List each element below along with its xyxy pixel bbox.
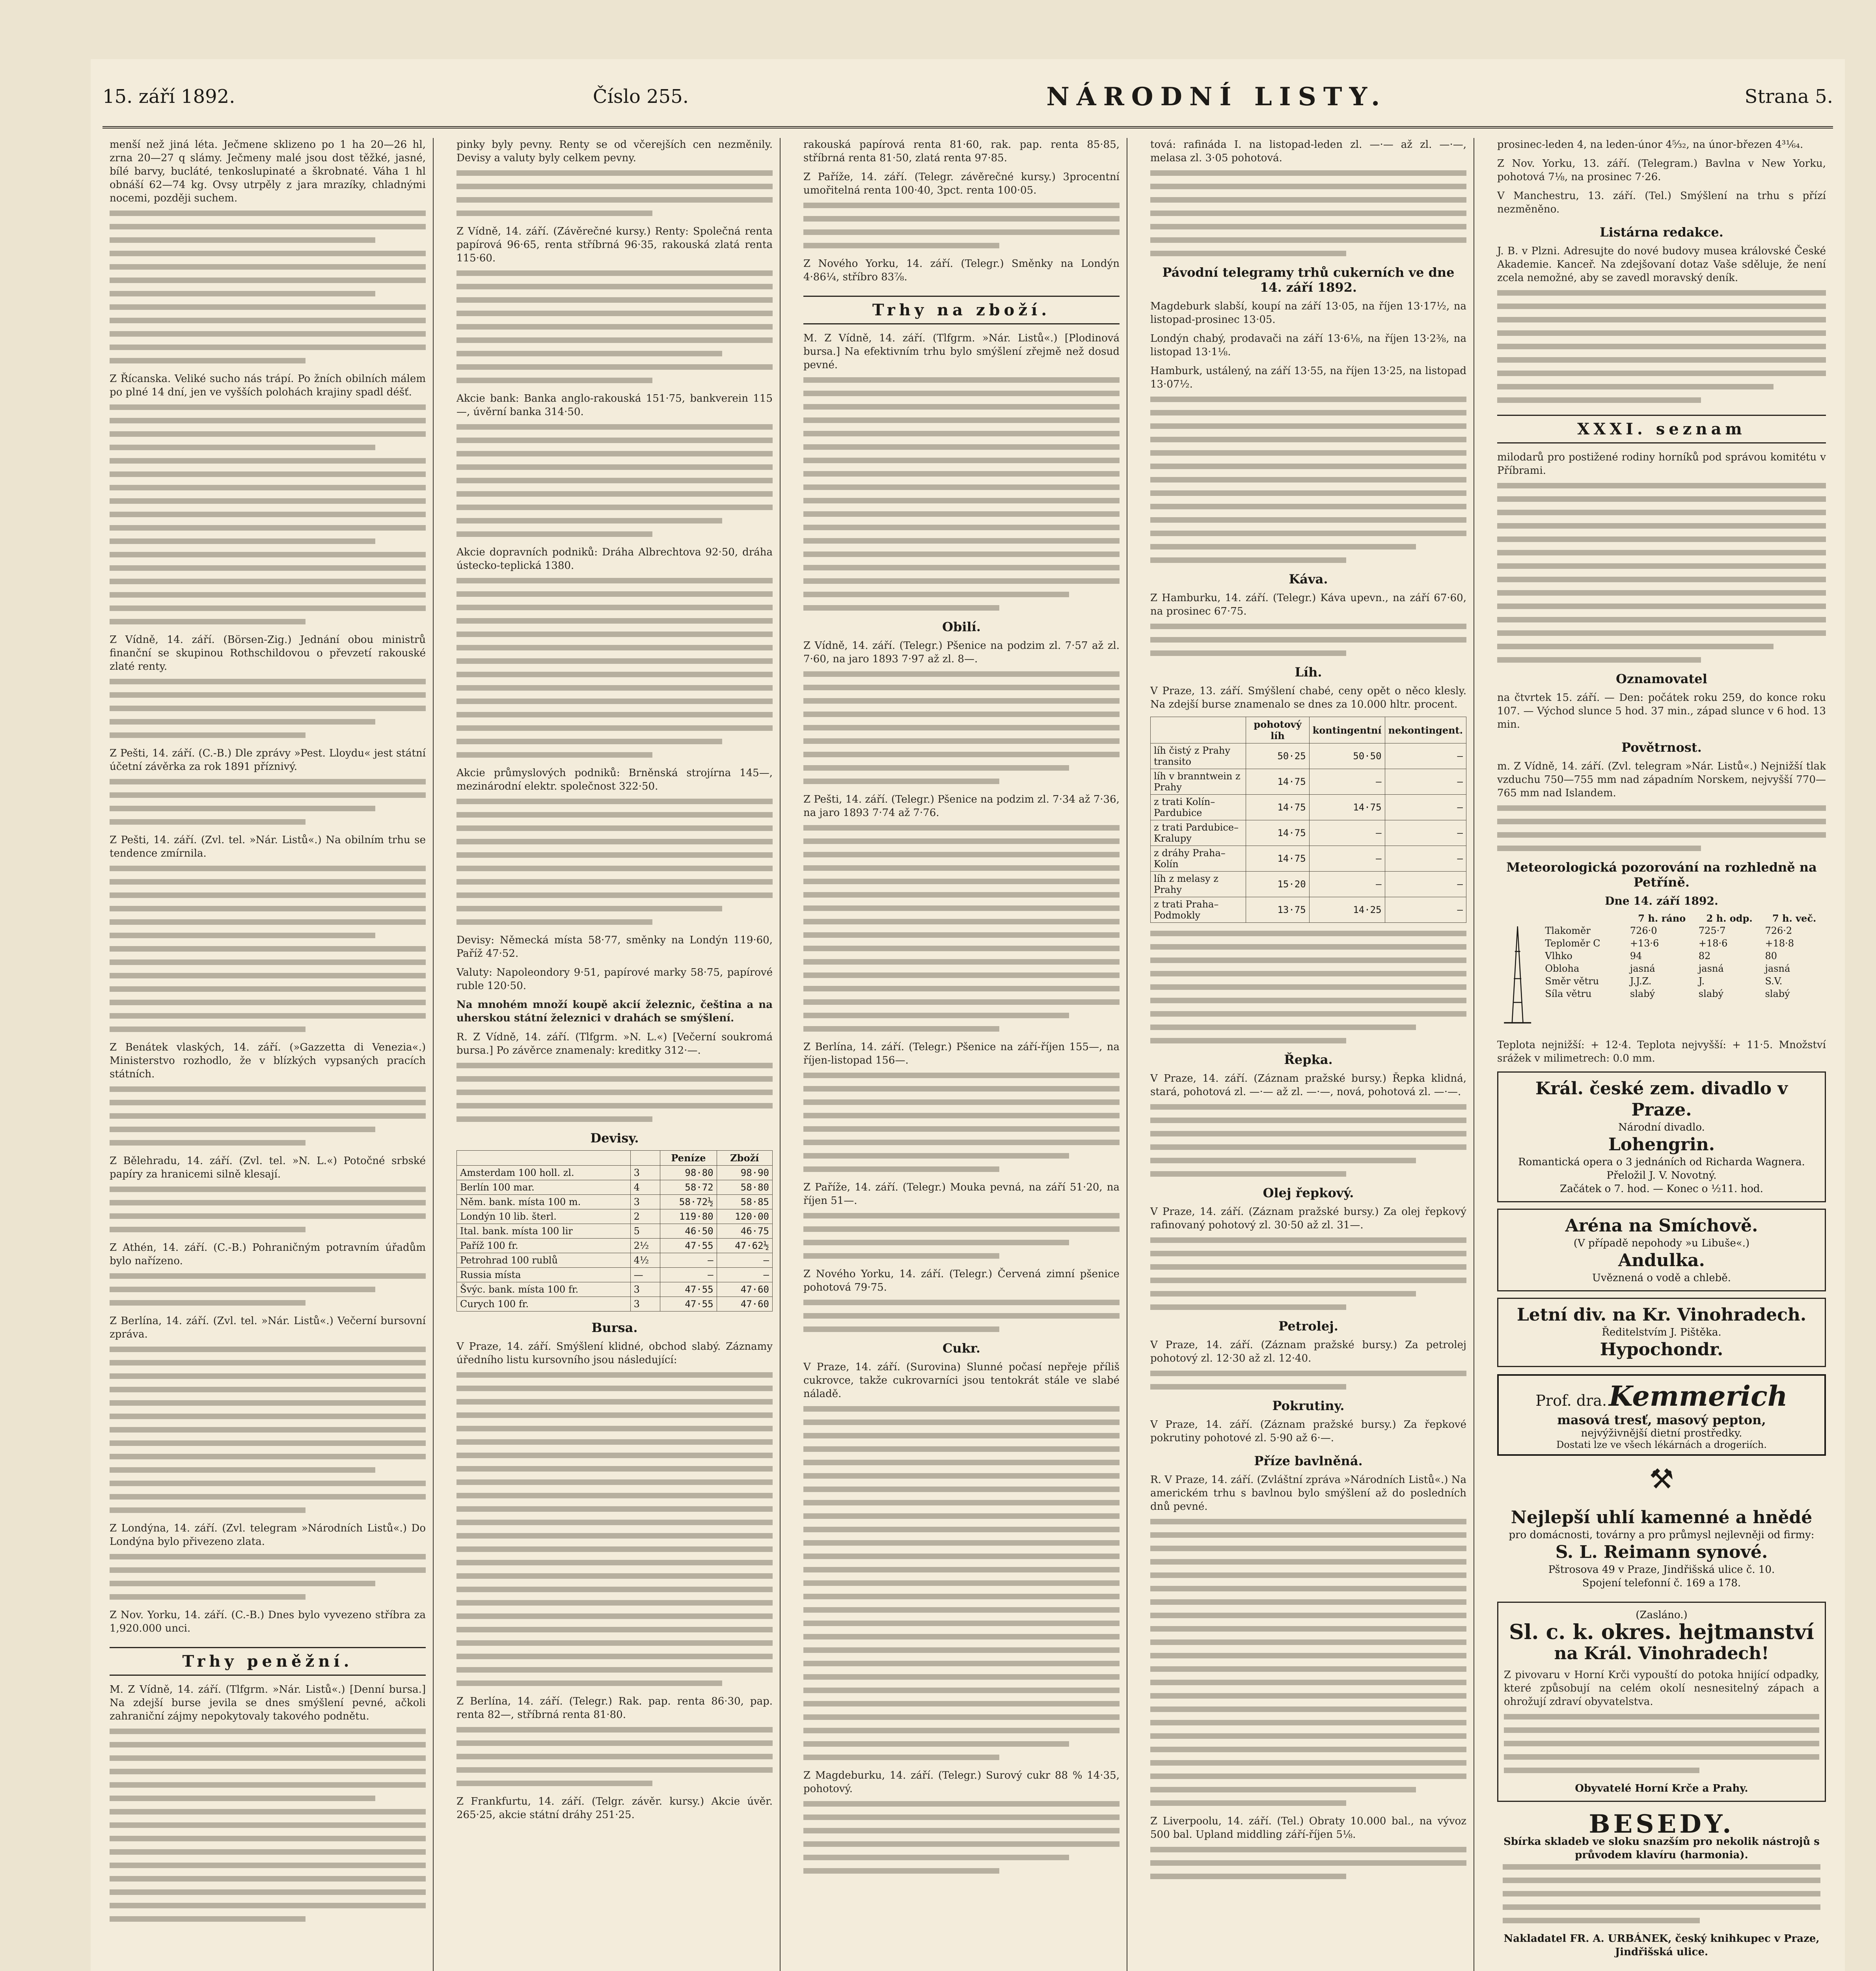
lih-cell: 15·20: [1246, 872, 1309, 897]
devisy-cell: 4: [630, 1180, 660, 1195]
devisy-row: [457, 1239, 773, 1253]
meteo-cell: jasná: [1698, 963, 1724, 974]
devisy-cell: 2: [630, 1209, 660, 1224]
meteo-row: [1543, 987, 1826, 1000]
article-athens: Z Athén, 14. září. (C.-B.) Pohraničným potravním úřadům bylo nařízeno.: [110, 1242, 426, 1267]
devisy-cell: —: [660, 1253, 717, 1268]
meteo-cell: +13·6: [1630, 938, 1659, 949]
devisy-cell: —: [630, 1268, 660, 1282]
letni-title: Letní div. na Kr. Vinohradech.: [1516, 1305, 1807, 1325]
article-wien-bursa: M. Z Vídně, 14. září. (Tlfgrm. »Nár. Listů«.) [Denní bursa.] Na zdejší burse jevila se dnes smýšlení pevné, ačkoli zahraniční zájmy nepokytovaly takového podnětu.: [110, 1684, 426, 1722]
petrolej-article: V Praze, 14. září. (Záznam pražské bursy.) Za petrolej pohotový zl. 12·30 až zl. 12·40.: [1150, 1339, 1466, 1364]
devisy-cell: 47·55: [660, 1297, 717, 1312]
devisy-cell: 46·50: [660, 1224, 717, 1239]
article-pest-2: Z Pešti, 14. září. (Zvl. tel. »Nár. Listů«.) Na obilním trhu se tendence zmírnila.: [110, 834, 426, 859]
lih-cell: 14·75: [1309, 795, 1385, 820]
theater-time: Začátek o 7. hod. — Konec o ½11. hod.: [1560, 1183, 1763, 1195]
article-devisy-text: Devisy: Německá místa 58·77, směnky na Londýn 119·60, Paříž 47·52.: [456, 934, 773, 959]
lih-row: [1151, 846, 1466, 872]
lih-header-0: [1151, 717, 1246, 743]
lih-cell: 14·75: [1246, 846, 1309, 872]
obili-newyork: Z Nového Yorku, 14. září. (Telegr.) Červená zimní pšenice pohotová 79·75.: [803, 1268, 1120, 1293]
article-ricansko: Z Řícanska. Veliké sucho nás trápí. Po žních obilních málem po plné 14 dní, jen ve vyšších polohách krajiny spadl déšť.: [110, 373, 426, 398]
article-col3-intro: rakouská papírová renta 81·60, rak. pap. renta 85·85, stříbrná renta 81·50, zlatá renta 97·85.: [803, 139, 1120, 164]
meteo-cell: slabý: [1765, 988, 1790, 999]
article-col5-intro: prosinec-leden 4, na leden-únor 4⁵⁄₃₂, na únor-březen 4³¹⁄₆₄.: [1497, 139, 1803, 151]
lih-cell: z dráhy Praha–Kolín: [1151, 846, 1246, 872]
lih-table: [1150, 717, 1466, 923]
arena-subtitle: (V případě nepohody »u Libuše«.): [1573, 1237, 1750, 1249]
lih-cell: —: [1385, 743, 1466, 769]
meteo-cell: 725·7: [1698, 925, 1726, 936]
repka-heading: Řepka.: [1284, 1052, 1333, 1067]
obili-paris: Z Paříže, 14. září. (Telegr.) Mouka pevná, na září 51·20, na říjen 51—.: [803, 1181, 1120, 1207]
meteo-cell: Vlhko: [1545, 950, 1572, 961]
lih-cell: —: [1385, 846, 1466, 872]
coal-subtitle: pro domácnosti, továrny a pro průmysl nejlevněji od firmy:: [1509, 1529, 1815, 1541]
povetrnost-article: m. Z Vídně, 14. září. (Zvl. telegram »Nár. Listů«.) Nejnižší tlak vzduchu 750—755 mm nad západním Norskem, nejvyšší 770—765 mm nad Islandem.: [1497, 760, 1826, 799]
column-3: [796, 138, 1127, 1971]
lih-cell: 14·75: [1246, 820, 1309, 846]
devisy-row: [457, 1166, 773, 1180]
meteo-block: [1497, 912, 1826, 1038]
meteo-row: [1543, 962, 1826, 975]
lih-cell: z trati Pardubice–Kralupy: [1151, 820, 1246, 846]
devisy-cell: 47·62½: [717, 1239, 772, 1253]
lih-row: [1151, 897, 1466, 923]
lih-cell: —: [1309, 769, 1385, 795]
devisy-header-2: Peníze: [660, 1151, 717, 1166]
liverpool-article: Z Liverpoolu, 14. září. (Tel.) Obraty 10.000 bal., na vývoz 500 bal. Upland middling září-říjen 5⅛.: [1150, 1815, 1466, 1841]
meteo-cell: Obloha: [1545, 963, 1580, 974]
theater-play: Lohengrin.: [1608, 1135, 1715, 1155]
article-berlin-prices: Z Berlína, 14. září. (Telegr.) Rak. pap. renta 86·30, pap. renta 82—, stříbrná renta 81·80.: [456, 1695, 773, 1721]
article-newyork: Z Nov. Yorku, 14. září. (C.-B.) Dnes bylo vyvezeno stříbra za 1,920.000 unci.: [110, 1609, 426, 1634]
devisy-row: [457, 1180, 773, 1195]
meteo-row: [1543, 937, 1826, 950]
meteo-cell: 94: [1630, 950, 1642, 961]
meteo-cell: +18·6: [1698, 938, 1728, 949]
newspaper-page: [91, 59, 1845, 1971]
lih-article: V Praze, 13. září. Smýšlení chabé, ceny opět o něco klesly. Na zdejší burse znamenalo se dnes za 10.000 hltr. procent.: [1150, 685, 1466, 710]
hejtmanstvi-title: Sl. c. k. okres. hejtmanství: [1509, 1620, 1814, 1644]
devisy-cell: 58·72½: [660, 1195, 717, 1209]
lih-cell: z trati Praha–Podmokly: [1151, 897, 1246, 923]
listarna-article: J. B. v Plzni. Adresujte do nové budovy musea královské České Akademie. Kanceř. Na zdejšovaní dotaz Vaše sděluje, že není zcela nemožné, aby se zavedl moravský deník.: [1497, 245, 1826, 284]
devisy-cell: 47·60: [717, 1282, 772, 1297]
cukr-magdeburg: Z Magdeburku, 14. září. (Telegr.) Surový cukr 88 % 14·35, pohotový.: [803, 1770, 1120, 1795]
meteo-row: [1543, 975, 1826, 987]
lih-cell: —: [1309, 872, 1385, 897]
lih-cell: z trati Kolín–Pardubice: [1151, 795, 1246, 820]
article-col2-intro: pinky byly pevny. Renty se od včerejších cen nezměnily. Devisy a valuty byly celkem pevny.: [456, 139, 773, 164]
devisy-cell: 3: [630, 1297, 660, 1312]
arena-play: Andulka.: [1618, 1250, 1705, 1271]
article-belehrad: Z Bělehradu, 14. září. (Zvl. tel. »N. L.«) Potočné srbské papíry za hranicemi silně klesají.: [110, 1155, 426, 1180]
devisy-row: [457, 1253, 773, 1268]
lih-cell: líh čistý z Prahy transito: [1151, 743, 1246, 769]
devisy-cell: 47·55: [660, 1282, 717, 1297]
meteo-cell: 82: [1698, 950, 1711, 961]
kemmerich-prefix: Prof. dra.: [1535, 1392, 1607, 1409]
obili-wien: Z Vídně, 14. září. (Telegr.) Pšenice na podzim zl. 7·57 až zl. 7·60, na jaro 1893 7·97 až zl. 8—.: [803, 640, 1120, 665]
lih-cell: —: [1385, 769, 1466, 795]
devisy-cell: —: [717, 1268, 772, 1282]
article-benatky: Z Benátek vlaských, 14. září. (»Gazzetta di Venezia«.) Ministerstvo rozhodlo, že v blízkých vypsaných pracích státních.: [110, 1041, 426, 1080]
devisy-row: [457, 1224, 773, 1239]
petrolej-heading: Petrolej.: [1278, 1319, 1338, 1334]
cukr-london: Londýn chabý, prodavači na září 13·6⅛, na říjen 13·2⅜, na listopad 13·1⅛.: [1150, 333, 1466, 358]
devisy-row: [457, 1195, 773, 1209]
meteo-table: [1543, 912, 1826, 1000]
article-col3-newyork: Z Nového Yorku, 14. září. (Telegr.) Směnky na Londýn 4·86¼, stříbro 83⅞.: [803, 258, 1120, 283]
devisy-cell: —: [660, 1268, 717, 1282]
coal-ad: [1497, 1502, 1826, 1595]
lih-cell: 14·75: [1246, 769, 1309, 795]
meteo-cell: jasná: [1630, 963, 1655, 974]
hejtmanstvi-signature: Obyvatelé Horní Krče a Prahy.: [1575, 1783, 1748, 1794]
devisy-header-3: Zboží: [717, 1151, 772, 1166]
devisy-cell: Petrohrad 100 rublů: [457, 1253, 631, 1268]
masthead-title: NÁRODNÍ LISTY.: [1046, 82, 1387, 112]
zaslano-label: (Zasláno.): [1636, 1609, 1688, 1621]
meteo-cell: slabý: [1698, 988, 1724, 999]
besedy-desc: Sbírka skladeb ve sloku snazším pro nekolik nástrojů s průvodem klavíru (harmonia).: [1503, 1836, 1820, 1861]
article-akcie-bank: Akcie bank: Banka anglo-rakouská 151·75, bankverein 115—, úvěrní banka 314·50.: [456, 393, 773, 418]
meteo-cell: 726·2: [1765, 925, 1792, 936]
devisy-cell: 4½: [630, 1253, 660, 1268]
meteo-cell: 7 h. več.: [1772, 913, 1816, 924]
lih-header-1: pohotový líh: [1246, 717, 1309, 743]
cukr-heading: Cukr.: [943, 1341, 980, 1356]
kemmerich-ad: [1497, 1374, 1826, 1456]
lih-row: [1151, 795, 1466, 820]
arena-title: Aréna na Smíchově.: [1565, 1216, 1758, 1236]
lih-cell: 50·50: [1309, 743, 1385, 769]
coal-phone: Spojení telefonní č. 169 a 178.: [1582, 1577, 1741, 1589]
lih-row: [1151, 872, 1466, 897]
meteo-date: Dne 14. září 1892.: [1605, 894, 1718, 907]
article-paris: Z Paříže, 14. září. (Telegr. závěrečné kursy.) 3procentní umořitelná renta 100·40, 3pct. renta 100·05.: [803, 171, 1120, 196]
bavlna-article: R. V Praze, 14. září. (Zvláštní zpráva »Národních Listů«.) Na americkém trhu s bavlnou bylo smýšlení až do posledních dnů pevné.: [1150, 1474, 1466, 1513]
devisy-cell: 2½: [630, 1239, 660, 1253]
devisy-cell: 3: [630, 1166, 660, 1180]
theater-ad: [1497, 1071, 1826, 1202]
coal-address: Pštrosova 49 v Praze, Jindřišská ulice č. 10.: [1548, 1564, 1775, 1576]
cukr-telegramy-heading: Pávodní telegramy trhů cukerních ve dne 14. září 1892.: [1162, 265, 1455, 295]
article-wien: Z Vídně, 14. září. (Börsen-Zig.) Jednání obou ministrů finanční se skupinou Rothschildovou o převzetí rakouské zlaté renty.: [110, 634, 426, 673]
letni-play: Hypochondr.: [1600, 1339, 1723, 1360]
cukr-magdeburg-2: Magdeburk slabší, koupí na září 13·05, na říjen 13·17½, na listopad-prosinec 13·05.: [1150, 300, 1466, 326]
obili-berlin: Z Berlína, 14. září. (Telegr.) Pšenice na září-říjen 155—, na říjen-listopad 156—.: [803, 1041, 1120, 1066]
obili-pest: Z Pešti, 14. září. (Telegr.) Pšenice na podzim zl. 7·34 až 7·36, na jaro 1893 7·74 až 7·76.: [803, 794, 1120, 819]
devisy-cell: 3: [630, 1282, 660, 1297]
hammer-pick-icon: ⚒: [1649, 1463, 1674, 1495]
meteo-row: [1543, 912, 1826, 924]
article-pest: Z Pešti, 14. září. (C.-B.) Dle zprávy »Pest. Lloydu« jest státní účetní závěrka za rok 1891 příznivý.: [110, 747, 426, 773]
lih-cell: —: [1385, 897, 1466, 923]
meteo-cell: 7 h. ráno: [1638, 913, 1686, 924]
xxxi-heading: XXXI. seznam: [1497, 415, 1826, 443]
meteo-cell: Teploměr C: [1545, 938, 1600, 949]
meteo-cell: J.: [1698, 976, 1705, 987]
letni-subtitle: Ředitelstvím J. Pištěka.: [1602, 1326, 1721, 1338]
meteo-row: [1543, 924, 1826, 937]
devisy-cell: 58·80: [717, 1180, 772, 1195]
article-manchester: V Manchestru, 13. září. (Tel.) Smýšlení na trhu s přízí nezměněno.: [1497, 190, 1826, 215]
devisy-cell: Curych 100 fr.: [457, 1297, 631, 1312]
meteo-row: [1543, 950, 1826, 962]
arena-ad: [1497, 1209, 1826, 1291]
lih-header-2: kontingentní: [1309, 717, 1385, 743]
hejtmanstvi-box: [1497, 1602, 1826, 1802]
devisy-cell: 119·80: [660, 1209, 717, 1224]
devisy-cell: 98·80: [660, 1166, 717, 1180]
meteo-cell: +18·8: [1765, 938, 1794, 949]
arena-desc: Uvěznená o vodě a chlebě.: [1592, 1272, 1731, 1284]
meteo-cell: S.V.: [1765, 976, 1783, 987]
devisy-cell: 58·72: [660, 1180, 717, 1195]
pokrutiny-heading: Pokrutiny.: [1272, 1398, 1345, 1413]
letni-ad: [1497, 1298, 1826, 1367]
meteo-cell: Tlakoměr: [1545, 925, 1591, 936]
devisy-cell: 46·75: [717, 1224, 772, 1239]
column-1: [102, 138, 434, 1971]
kava-article: Z Hamburku, 14. září. (Telegr.) Káva upevn., na září 67·60, na prosinec 67·75.: [1150, 592, 1466, 617]
article-wien-grain: M. Z Vídně, 14. září. (Tlfgrm. »Nár. Listů«.) [Plodinová bursa.] Na efektivním trhu bylo smýšlení zřejmě než dosud pevné.: [803, 332, 1120, 371]
meteo-cell: 726·0: [1630, 925, 1657, 936]
devisy-cell: —: [717, 1253, 772, 1268]
xxxi-article: milodarů pro postižené rodiny horníků pod správou komitétu v Příbrami.: [1497, 451, 1826, 477]
lih-cell: —: [1309, 846, 1385, 872]
devisy-header-0: [457, 1151, 631, 1166]
article-london: Z Londýna, 14. září. (Zvl. telegram »Národních Listů«.) Do Londýna bylo přivezeno zlata.: [110, 1522, 426, 1548]
article-prumysl: Akcie průmyslových podniků: Brněnská strojírna 145—, mezinárodní elektr. společnost 322·50.: [456, 767, 773, 792]
meteo-cell: Směr větru: [1545, 976, 1599, 987]
devisy-cell: Paříž 100 fr.: [457, 1239, 631, 1253]
page-header: [102, 67, 1833, 129]
article-valuty: Valuty: Napoleondory 9·51, papírové marky 58·75, papírové ruble 120·50.: [456, 967, 773, 992]
lih-row: [1151, 769, 1466, 795]
article-dopravni: Akcie dopravních podniků: Dráha Albrechtova 92·50, dráha ústecko-teplická 1380.: [456, 546, 773, 572]
oznamovatel-article: na čtvrtek 15. září. — Den: počátek roku 259, do konce roku 107. — Východ slunce 5 hod. 37 min., západ slunce v 6 hod. 13 min.: [1497, 692, 1826, 730]
besedy-ad: [1497, 1808, 1826, 1964]
lih-cell: —: [1309, 820, 1385, 846]
article-frankfurt: Z Frankfurtu, 14. září. (Telgr. závěr. kursy.) Akcie úvěr. 265·25, akcie státní dráhy 251·25.: [456, 1796, 773, 1821]
theater-desc: Romantická opera o 3 jednáních od Richarda Wagnera. Přeložil J. V. Novotný.: [1518, 1156, 1805, 1181]
article-note: Na mnohém množí koupě akcií železnic, čeština a na uherskou státní železnici v drahách se smýšlení.: [456, 999, 773, 1024]
article-col5-newyork: Z Nov. Yorku, 13. září. (Telegram.) Bavlna v New Yorku, pohotová 7⅛, na prosinec 7·26.: [1497, 158, 1826, 183]
lih-cell: 14·75: [1246, 795, 1309, 820]
meteo-cell: [1543, 912, 1628, 924]
olej-heading: Olej řepkový.: [1263, 1185, 1354, 1200]
devisy-cell: 5: [630, 1224, 660, 1239]
column-4: [1143, 138, 1474, 1971]
devisy-cell: 47·60: [717, 1297, 772, 1312]
lih-cell: 14·25: [1309, 897, 1385, 923]
meteo-cell: 80: [1765, 950, 1777, 961]
theater-subtitle: Národní divadlo.: [1618, 1121, 1705, 1133]
devisy-cell: Londýn 10 lib. šterl.: [457, 1209, 631, 1224]
devisy-row: [457, 1209, 773, 1224]
lih-row: [1151, 743, 1466, 769]
bursa-heading: Bursa.: [591, 1320, 638, 1335]
devisy-cell: 47·55: [660, 1239, 717, 1253]
devisy-cell: Ital. bank. místa 100 lir: [457, 1224, 631, 1239]
hejtmanstvi-subtitle: na Král. Vinohradech!: [1554, 1643, 1769, 1664]
cukr-article: V Praze, 14. září. (Surovina) Slunné počasí nepřeje příliš cukrovce, takže cukrovarníci jsou tentokrát stále ve slabé náladě.: [803, 1361, 1120, 1400]
publisher-line: Nakladatel FR. A. URBÁNEK, český knihkupec v Praze, Jindřišská ulice.: [1503, 1933, 1820, 1958]
devisy-cell: 98·90: [717, 1166, 772, 1180]
bursa-intro: V Praze, 14. září. Smýšlení klidné, obchod slabý. Záznamy úředního listu kursovního jsou následující:: [456, 1341, 773, 1366]
devisy-cell: Něm. bank. místa 100 m.: [457, 1195, 631, 1209]
section-trhy-penezni: Trhy peněžní.: [110, 1647, 426, 1676]
lih-cell: —: [1385, 820, 1466, 846]
lih-cell: —: [1385, 872, 1466, 897]
meteo-cell: J.J.Z.: [1630, 976, 1652, 987]
issue-number: Číslo 255.: [592, 86, 689, 108]
section-trhy-zbozi: Trhy na zboží.: [803, 296, 1120, 324]
devisy-cell: Švýc. bank. místa 100 fr.: [457, 1282, 631, 1297]
devisy-cell: 120·00: [717, 1209, 772, 1224]
devisy-cell: Berlín 100 mar.: [457, 1180, 631, 1195]
repka-article: V Praze, 14. září. (Záznam pražské bursy.) Řepka klidná, stará, pohotová zl. —·— až zl. —·—, nová, pohotová zl. —·—.: [1150, 1073, 1466, 1098]
meteo-extra: Teplota nejnižší: + 12·4. Teplota nejvyšší: + 11·5. Množství srážek v milimetrech: 0.0 mm.: [1497, 1039, 1826, 1064]
lih-row: [1151, 820, 1466, 846]
columns: [102, 138, 1833, 1971]
devisy-row: [457, 1268, 773, 1282]
lih-heading: Líh.: [1295, 665, 1322, 680]
issue-date: 15. září 1892.: [102, 86, 235, 108]
article-berlin: Z Berlína, 14. září. (Zvl. tel. »Nár. Listů«.) Večerní bursovní zpráva.: [110, 1315, 426, 1340]
kemmerich-line1: masová tresť, masový pepton,: [1557, 1412, 1766, 1427]
lih-cell: 50·25: [1246, 743, 1309, 769]
devisy-cell: 3: [630, 1195, 660, 1209]
kemmerich-line3: Dostati lze ve všech lékárnách a drogeriích.: [1556, 1439, 1767, 1450]
oznamovatel-heading: Oznamovatel: [1616, 671, 1707, 686]
devisy-row: [457, 1297, 773, 1312]
lih-cell: 13·75: [1246, 897, 1309, 923]
devisy-table: [456, 1150, 773, 1312]
coal-firm: S. L. Reimann synové.: [1555, 1542, 1768, 1562]
article-wien-evening: Z Vídně, 14. září. (Závěrečné kursy.) Renty: Společná renta papírová 96·65, renta stříbrná 96·35, rakouská zlatá renta 115·60.: [456, 225, 773, 264]
article-col4-intro: tová: rafináda I. na listopad-leden zl. —·— až zl. —·—, melasa zl. 3·05 pohotová.: [1150, 139, 1466, 164]
pokrutiny-article: V Praze, 14. září. (Záznam pražské bursy.) Za řepkové pokrutiny pohotové zl. 5·90 až 6·—.: [1150, 1419, 1466, 1444]
meteo-cell: Síla větru: [1545, 988, 1592, 999]
listarna-heading: Listárna redakce.: [1600, 225, 1723, 240]
devisy-header-1: [630, 1151, 660, 1166]
meteo-heading: Meteorologická pozorování na rozhledně na Petříně.: [1506, 860, 1817, 890]
meteo-cell: jasná: [1765, 963, 1790, 974]
cukr-hamburg: Hamburk, ustálený, na září 13·55, na říjen 13·25, na listopad 13·07½.: [1150, 365, 1466, 390]
devisy-cell: Amsterdam 100 holl. zl.: [457, 1166, 631, 1180]
kava-heading: Káva.: [1289, 572, 1328, 587]
besedy-title: BESEDY.: [1589, 1809, 1734, 1839]
article-prague-bursa: R. Z Vídně, 14. září. (Tlfgrm. »N. L.«) [Večerní soukromá bursa.] Po závěrce znamenaly: kreditky 312·—.: [456, 1031, 773, 1056]
hejtmanstvi-body: Z pivovaru v Horní Krči vypouští do potoka hnijící odpadky, které způsobují na celém okolí nesnesitelný zápach a ohrožují zdraví obyvatelstva.: [1504, 1669, 1819, 1708]
devisy-cell: 58·85: [717, 1195, 772, 1209]
povetrnost-heading: Povětrnost.: [1621, 740, 1702, 755]
lih-cell: —: [1385, 795, 1466, 820]
article-harvest: menší než jiná léta. Ječmene sklizeno po 1 ha 20—26 hl, zrna 20—27 q slámy. Ječmeny malé jsou dost těžké, jasné, bílé barvy, bucláté, tenkoslupinaté a škrobnaté. Váha 1 hl obnáší 62—74 kg. Ovsy utrpěly z jara mrazíky, chladnými nocemi, později suchem.: [110, 139, 426, 204]
theater-title: Král. české zem. divadlo v Praze.: [1535, 1079, 1788, 1120]
bavlna-heading: Příze bavlněná.: [1254, 1453, 1363, 1468]
column-5: [1490, 138, 1833, 1971]
obili-heading: Obilí.: [942, 619, 981, 634]
devisy-row: [457, 1282, 773, 1297]
petrin-tower-icon: [1497, 916, 1538, 1034]
devisy-heading: Devisy.: [590, 1131, 639, 1146]
kemmerich-brand: Kemmerich: [1609, 1380, 1788, 1412]
column-2: [449, 138, 781, 1971]
coal-title: Nejlepší uhlí kamenné a hnědé: [1511, 1507, 1813, 1528]
meteo-cell: 2 h. odp.: [1706, 913, 1753, 924]
kemmerich-line2: nejvýživnější dietní prostředky.: [1581, 1427, 1742, 1439]
meteo-cell: slabý: [1630, 988, 1655, 999]
lih-cell: líh z melasy z Prahy: [1151, 872, 1246, 897]
lih-header-3: nekontingent.: [1385, 717, 1466, 743]
lih-cell: líh v branntwein z Prahy: [1151, 769, 1246, 795]
devisy-cell: Russia místa: [457, 1268, 631, 1282]
page-number: Strana 5.: [1744, 86, 1833, 108]
olej-article: V Praze, 14. září. (Záznam pražské bursy.) Za olej řepkový rafinovaný pohotový zl. 30·50 až zl. 31—.: [1150, 1206, 1466, 1231]
